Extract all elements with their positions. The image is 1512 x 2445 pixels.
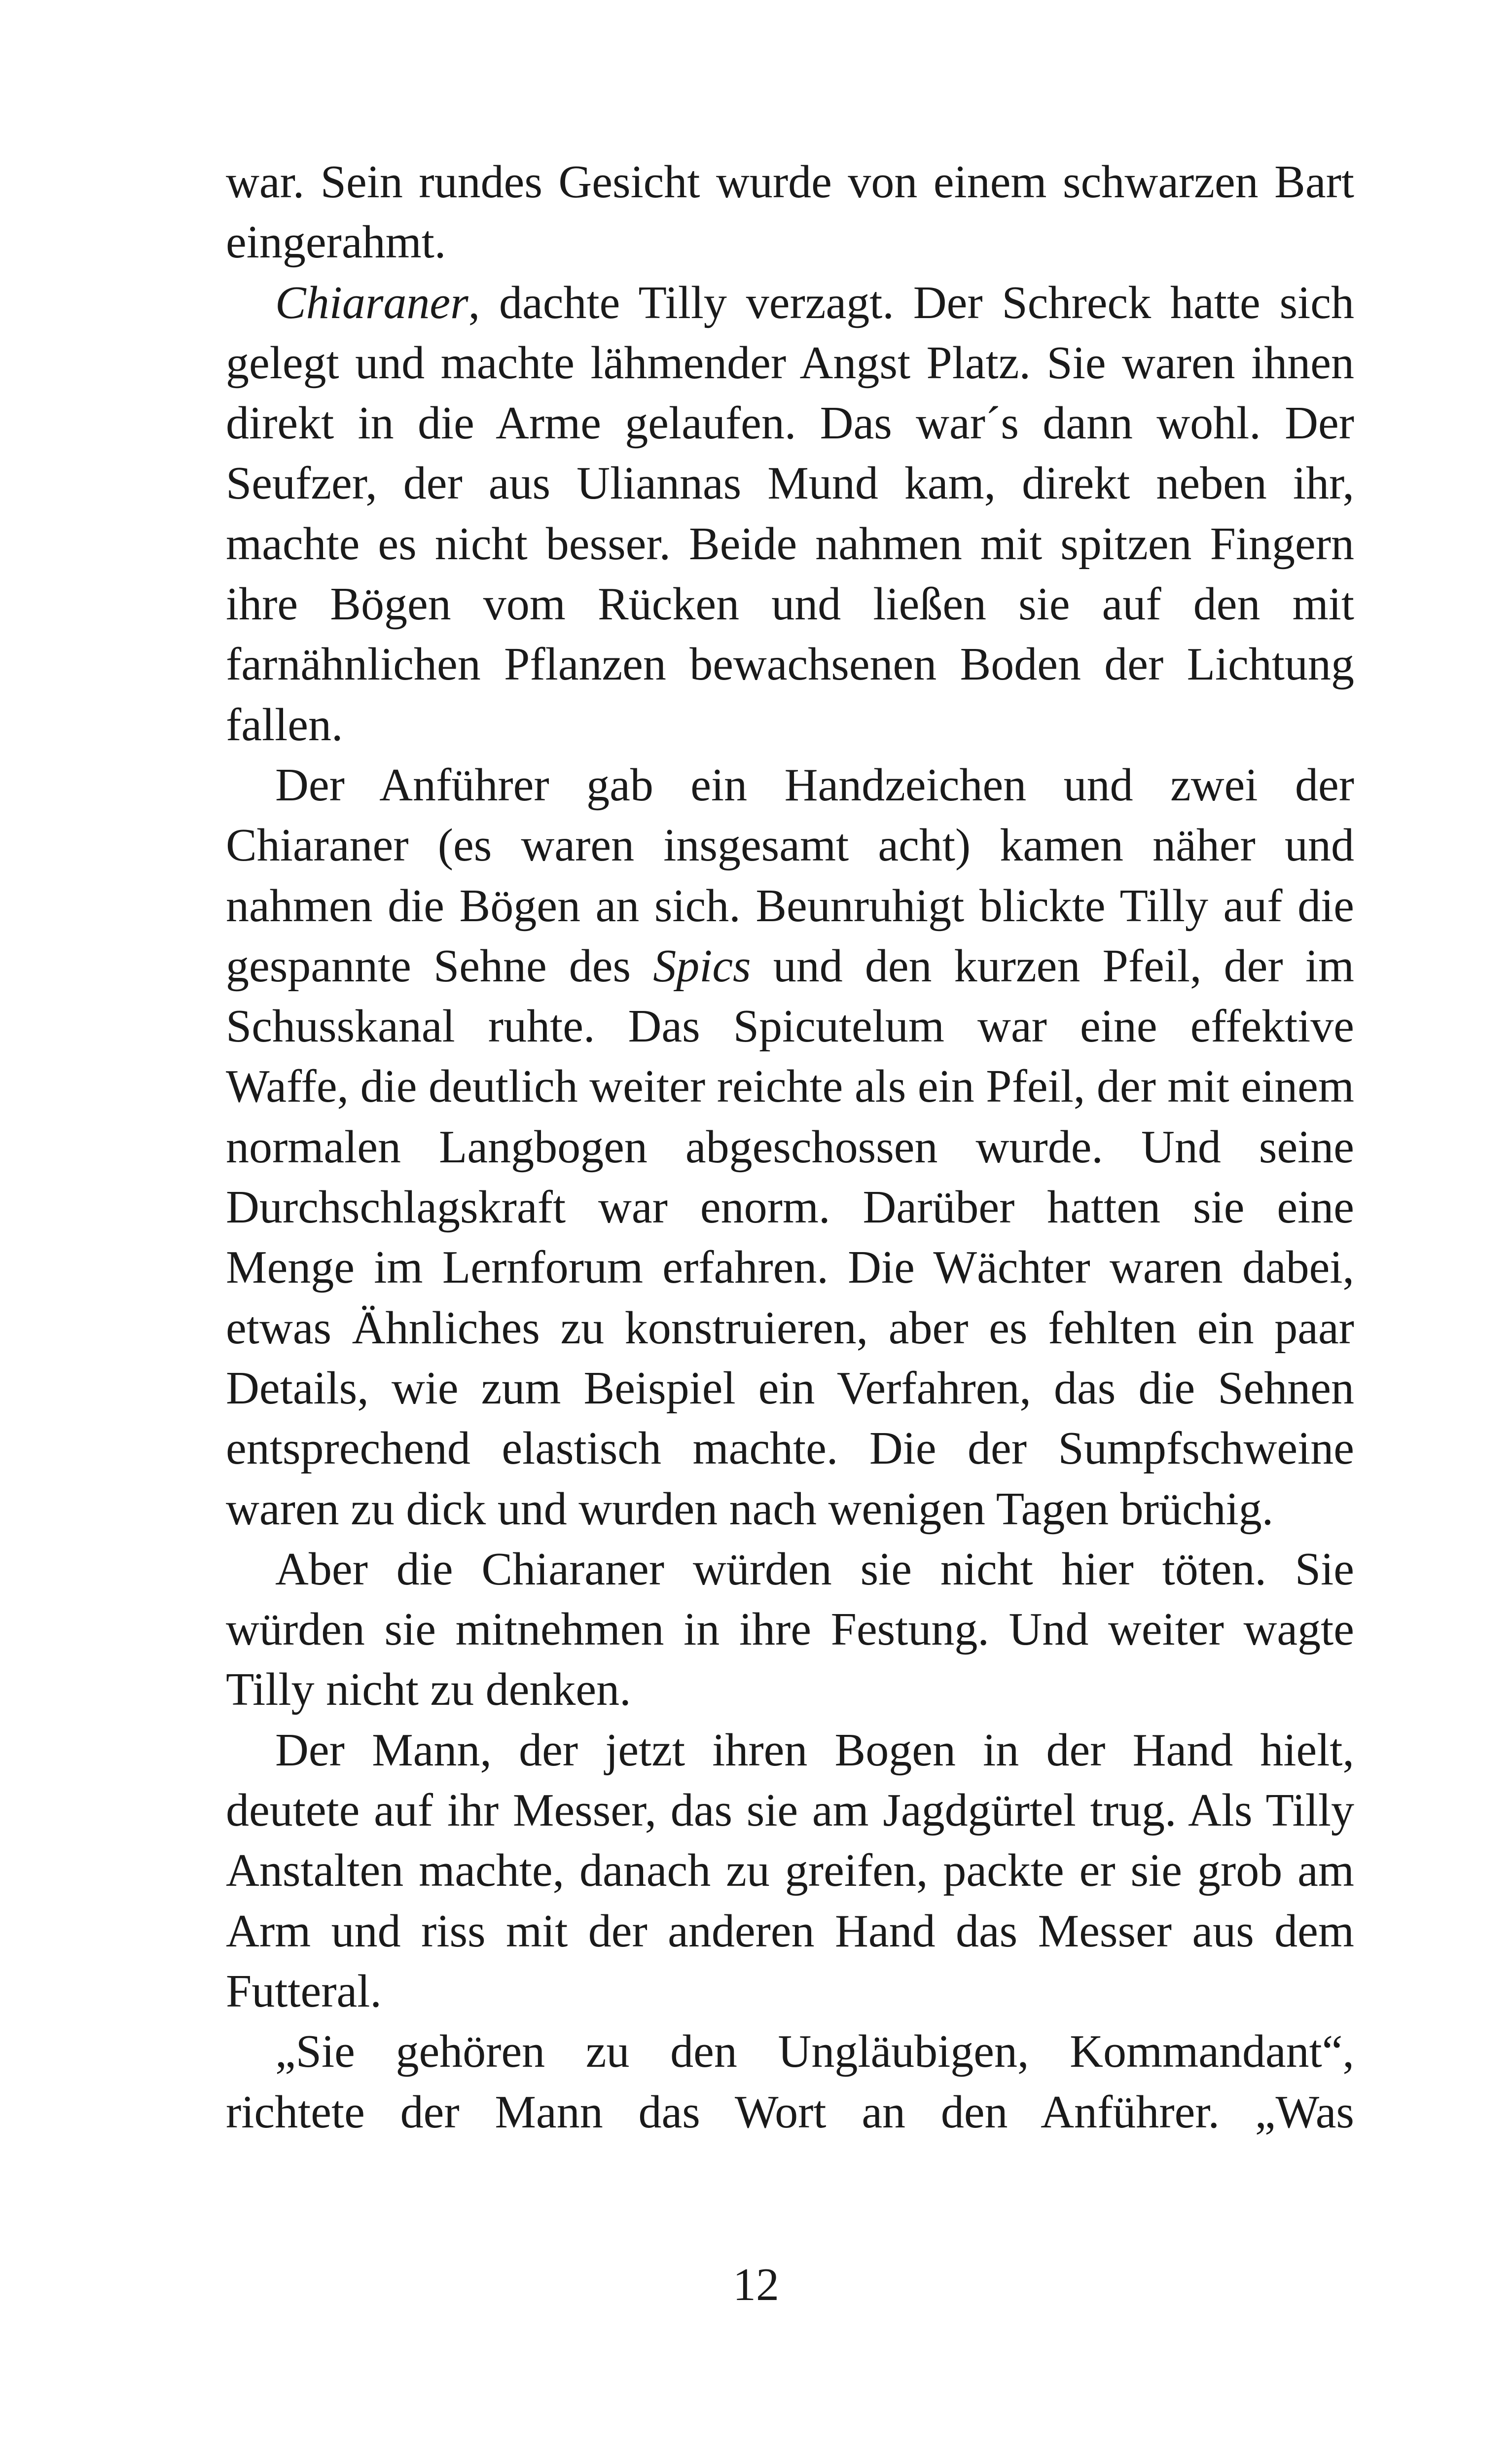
paragraph <box>226 152 1354 273</box>
page-number: 12 <box>733 2259 779 2310</box>
text-segment: Aber die Chiaraner würden sie nicht hier töten. Sie würden sie mitnehmen in ihre Festung. Und weiter wagte Tilly nicht zu denken. <box>226 1543 1354 1716</box>
paragraph <box>226 1720 1354 2021</box>
text-segment: „Sie gehören zu den Ungläubigen, Kommandant“, richtete der Mann das Wort an den Anführer. „Was <box>226 2026 1354 2138</box>
italic-text: Spics <box>653 940 751 992</box>
paragraph <box>226 755 1354 1539</box>
text-segment: und den kurzen Pfeil, der im Schusskanal ruhte. Das Spicutelum war eine effektive Waffe, die deutlich weiter reichte als ein Pfeil, der mit einem normalen Langbogen abgeschossen wurde. Und seine Durchschlagskraft war enorm. Darüber hatten sie eine Menge im Lernforum erfahren. Die Wächter waren dabei, etwas Ähnliches zu konstruieren, aber es fehlten ein paar Details, wie zum Beispiel ein Verfahren, das die Sehnen entsprechend elastisch machte. Die der Sumpfschweine waren zu dick und wurden nach wenigen Tagen brüchig. <box>226 940 1354 1535</box>
italic-text: Chiaraner <box>275 277 468 328</box>
paragraph <box>226 1539 1354 1720</box>
body-text <box>226 152 1354 2142</box>
text-segment: , dachte Tilly verzagt. Der Schreck hatte sich gelegt und machte lähmender Angst Platz. Sie waren ihnen direkt in die Arme gelaufen. Das war´s dann wohl. Der Seufzer, der aus Uliannas Mund kam, direkt neben ihr, machte es nicht besser. Beide nahmen mit spitzen Fingern ihre Bögen vom Rücken und ließen sie auf den mit farnähnlichen Pflanzen bewachsenen Boden der Lichtung fallen. <box>226 277 1354 751</box>
text-segment: Der Mann, der jetzt ihren Bogen in der Hand hielt, deutete auf ihr Messer, das sie am Jagdgürtel trug. Als Tilly Anstalten machte, danach zu greifen, packte er sie grob am Arm und riss mit der anderen Hand das Messer aus dem Futteral. <box>226 1724 1354 2017</box>
text-segment: war. Sein rundes Gesicht wurde von einem schwarzen Bart eingerahmt. <box>226 156 1354 268</box>
paragraph <box>226 2021 1354 2142</box>
paragraph <box>226 273 1354 755</box>
text-segment: Der Anführer gab ein Handzeichen und zwei der Chiaraner (es waren insgesamt acht) kamen näher und nahmen die Bögen an sich. Beunruhigt blickte Tilly auf die gespannte Sehne des <box>226 759 1354 992</box>
